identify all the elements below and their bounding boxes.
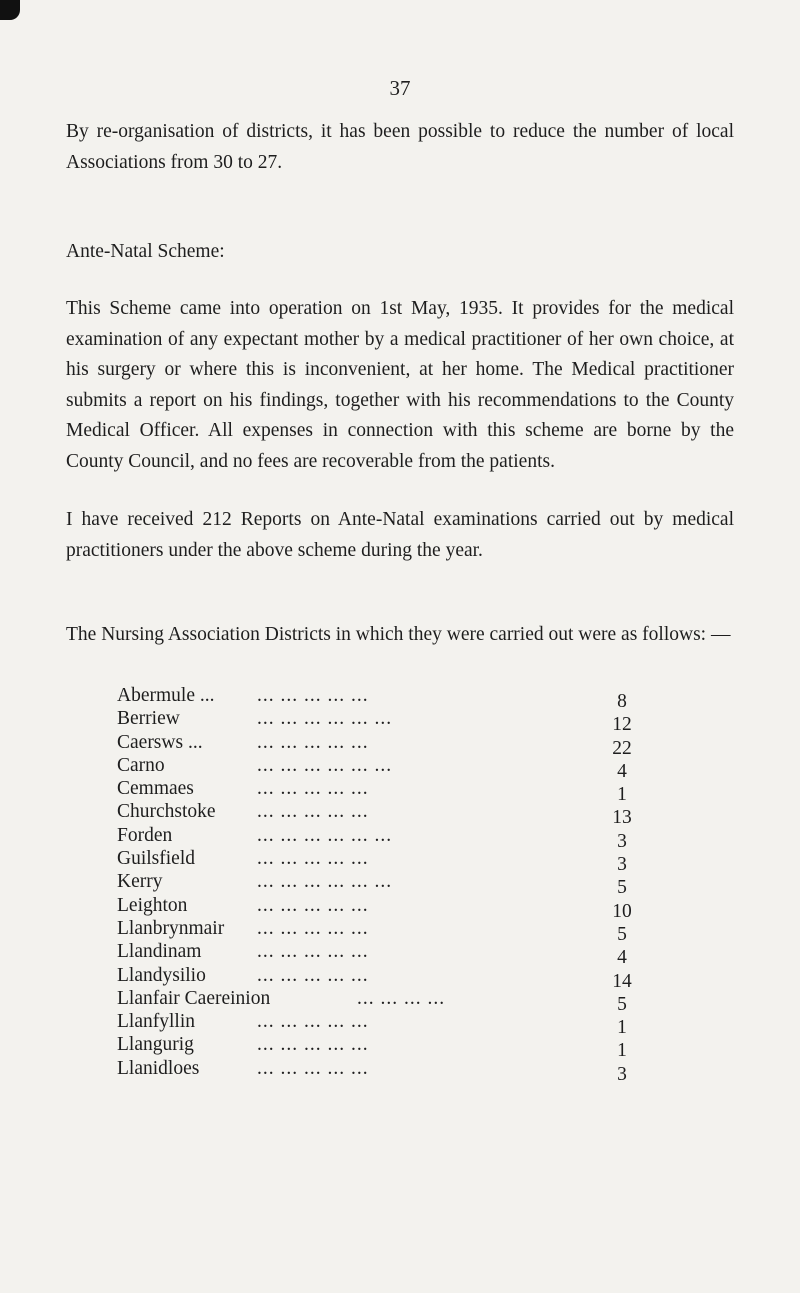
- district-count: 4: [617, 760, 627, 782]
- district-name: Abermule ...: [117, 685, 215, 706]
- table-row: [117, 964, 677, 992]
- district-name: Llangurig: [117, 1034, 194, 1056]
- district-count: 3: [617, 830, 627, 852]
- table-row: [117, 894, 677, 922]
- district-name: Llanfyllin: [117, 1011, 195, 1033]
- table-row: [117, 800, 677, 829]
- leader-dots: ... ... ... ... ...: [257, 731, 369, 753]
- district-name: Carno: [117, 754, 165, 776]
- table-row: [117, 824, 677, 852]
- leader-dots: ... ... ... ... ...: [257, 894, 369, 916]
- table-row: [117, 1010, 677, 1039]
- leader-dots: ... ... ... ... ...: [257, 964, 369, 986]
- district-name: Kerry: [117, 871, 163, 893]
- district-count: 5: [617, 923, 627, 945]
- leader-dots: ... ... ... ... ...: [257, 941, 369, 963]
- district-count: 1: [617, 1017, 627, 1039]
- district-name: Llandysilio: [117, 964, 206, 986]
- leader-dots: ... ... ... ... ...: [257, 801, 369, 823]
- table-row: [117, 684, 677, 712]
- district-name: Llandinam: [117, 941, 202, 963]
- district-count: 3: [617, 854, 627, 876]
- district-count: 12: [612, 714, 632, 736]
- district-name: Forden: [117, 824, 173, 846]
- leader-dots: ... ... ... ... ...: [257, 1011, 369, 1033]
- punch-hole-mark: [0, 0, 20, 20]
- district-name: Caersws ...: [117, 731, 203, 753]
- paragraph-reports: I have received 212 Reports on Ante-Natal examinations carried out by medical practitioners under the above scheme during the year.: [66, 509, 734, 561]
- district-name: Llanbrynmair: [117, 917, 225, 939]
- district-count: 10: [612, 900, 632, 922]
- table-row: [117, 940, 677, 969]
- leader-dots: ... ... ... ... ...: [257, 917, 369, 939]
- leader-dots: ... ... ... ... ... ...: [257, 871, 393, 893]
- paragraph-scheme: This Scheme came into operation on 1st May, 1935. It provides for the medical examination of any expectant mother by a medical practitioner of her own choice, at his surgery or where this is inconvenient, at her home. The Medical practitioner submits a report on his findings, together with his recommendations to the County Medical Officer. All expenses in connection with this scheme are borne by the County Council, and no fees are recoverable from the patients.: [66, 298, 734, 472]
- district-name: Llanidloes: [117, 1057, 200, 1079]
- section-heading-ante-natal: Ante-Natal Scheme:: [66, 241, 225, 262]
- table-row: [117, 754, 677, 782]
- district-table: [117, 684, 677, 1085]
- paragraph-intro: The Nursing Association Districts in which they were carried out were as follows: —: [66, 624, 731, 645]
- table-row: [117, 707, 677, 736]
- district-count: 22: [612, 737, 632, 759]
- leader-dots: ... ... ... ... ...: [257, 1034, 369, 1056]
- district-name: Guilsfield: [117, 848, 195, 870]
- district-count: 5: [617, 877, 627, 899]
- leader-dots: ... ... ... ... ... ...: [257, 824, 393, 846]
- table-row: [117, 870, 677, 899]
- district-name: Llanfair Caereinion: [117, 987, 271, 1009]
- page-number: 37: [389, 76, 411, 100]
- district-count: 8: [617, 691, 627, 712]
- table-row: [117, 847, 677, 876]
- leader-dots: ... ... ... ... ...: [257, 1057, 369, 1079]
- table-row: [117, 917, 677, 945]
- district-count: 13: [612, 807, 632, 829]
- district-count: 1: [617, 784, 627, 806]
- district-count: 4: [617, 947, 627, 969]
- table-row: [117, 1033, 677, 1062]
- district-name: Berriew: [117, 708, 180, 730]
- table-row: [117, 987, 677, 1015]
- leader-dots: ... ... ... ... ...: [257, 848, 369, 870]
- leader-dots: ... ... ... ... ... ...: [257, 754, 393, 776]
- district-name: Leighton: [117, 894, 188, 916]
- table-row: [117, 1057, 677, 1085]
- district-count: 5: [617, 993, 627, 1015]
- district-name: Churchstoke: [117, 801, 216, 823]
- leader-dots: ... ... ... ... ... ...: [257, 708, 393, 730]
- table-row: [117, 731, 677, 759]
- paragraph-reorganisation: By re-organisation of districts, it has been possible to reduce the number of local Associations from 30 to 27.: [66, 121, 734, 173]
- district-count: 14: [612, 970, 632, 992]
- leader-dots: ... ... ... ... ...: [257, 685, 369, 706]
- table-row: [117, 777, 677, 806]
- leader-dots: ... ... ... ... ...: [257, 778, 369, 800]
- district-count: 3: [617, 1063, 627, 1085]
- district-name: Cemmaes: [117, 778, 194, 800]
- leader-dots: ... ... ... ...: [357, 987, 446, 1009]
- district-count: 1: [617, 1040, 627, 1062]
